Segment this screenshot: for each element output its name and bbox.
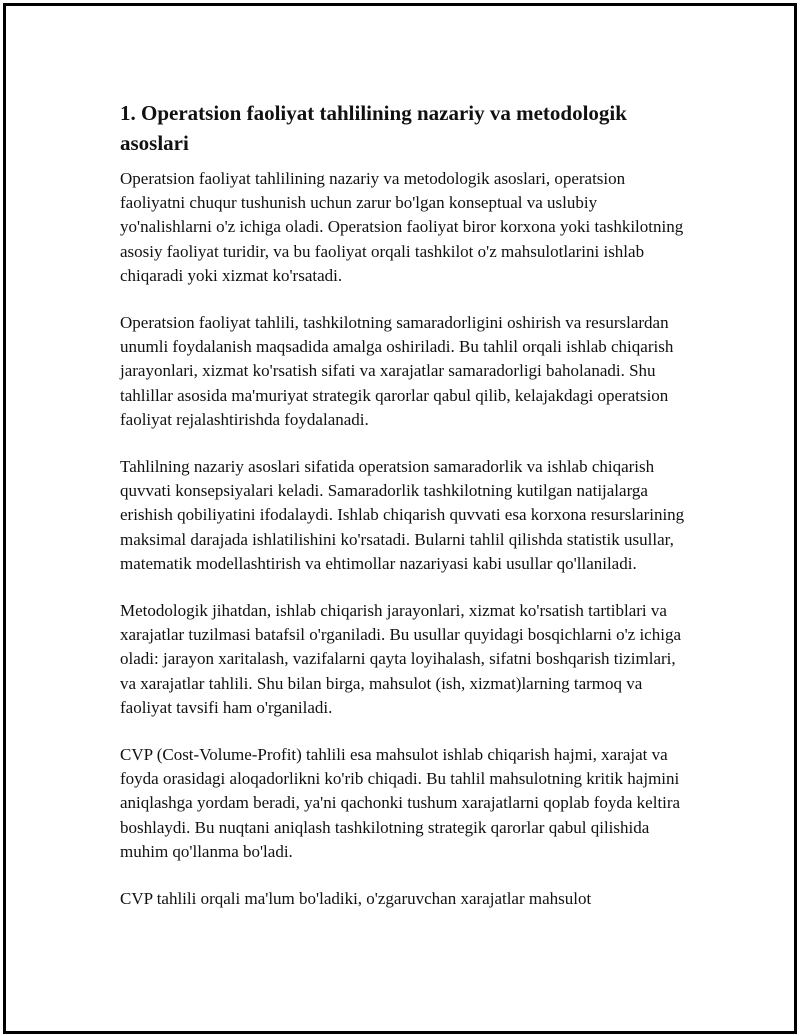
section-heading: 1. Operatsion faoliyat tahlilining nazariy va metodologik asoslari (120, 101, 627, 155)
page-border (3, 3, 797, 1034)
paragraph-4: Metodologik jihatdan, ishlab chiqarish jarayonlari, xizmat ko'rsatish tartiblari va xarajatlar tuzilmasi batafsil o'rganiladi. Bu usullar quyidagi bosqichlarni o'z ichiga oladi: jarayon xaritalash, vazifalarni qayta loyihalash, sifatni boshqarish tizimlari, va xarajatlar tahlili. Shu bilan birga, mahsulot (ish, xizmat)larning tarmoq va faoliyat tavsifi ham o'rganiladi. (120, 601, 681, 717)
paragraph-3: Tahlilning nazariy asoslari sifatida operatsion samaradorlik va ishlab chiqarish quvvati konsepsiyalari keladi. Samaradorlik tashkilotning kutilgan natijalarga erishish qobiliyatini ifodalaydi. Ishlab chiqarish quvvati esa korxona resurslarining maksimal darajada ishlatilishini ko'rsatadi. Bularni tahlil qilishda statistik usullar, matematik modellashtirish va ehtimollar nazariyasi kabi usullar qo'llaniladi. (120, 457, 685, 573)
paragraph-1: Operatsion faoliyat tahlilining nazariy va metodologik asoslari, operatsion faoliyatni chuqur tushunish uchun zarur bo'lgan konseptual va uslubiy yo'nalishlarni o'z ichiga oladi. Operatsion faoliyat biror korxona yoki tashkilotning asosiy faoliyat turidir, va bu faoliyat orqali tashkilot o'z mahsulotlarini ishlab chiqaradi yoki xizmat ko'rsatadi. (120, 169, 684, 285)
paragraph-6: CVP tahlili orqali ma'lum bo'ladiki, o'zgaruvchan xarajatlar mahsulot (120, 889, 592, 909)
paragraph-2: Operatsion faoliyat tahlili, tashkilotning samaradorligini oshirish va resurslardan unumli foydalanish maqsadida amalga oshiriladi. Bu tahlil orqali ishlab chiqarish jarayonlari, xizmat ko'rsatish sifati va xarajatlar samaradorligi baholanadi. Shu tahlillar asosida ma'muriyat strategik qarorlar qabul qilib, kelajakdagi operatsion faoliyat rejalashtirishda foydalanadi. (120, 313, 674, 429)
paragraph-5: CVP (Cost-Volume-Profit) tahlili esa mahsulot ishlab chiqarish hajmi, xarajat va foyda orasidagi aloqadorlikni ko'rib chiqadi. Bu tahlil mahsulotning kritik hajmini aniqlashga yordam beradi, ya'ni qachonki tushum xarajatlarni qoplab foyda keltira boshlaydi. Bu nuqtani aniqlash tashkilotning strategik qarorlar qabul qilishida muhim qo'llanma bo'ladi. (120, 745, 681, 861)
document-body (120, 98, 686, 934)
